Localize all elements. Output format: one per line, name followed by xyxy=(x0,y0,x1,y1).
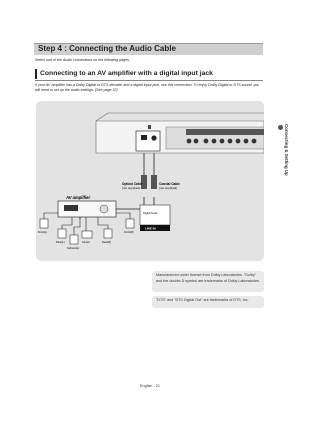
side-tab-bullet xyxy=(278,125,283,130)
digital-output-panel xyxy=(136,131,160,151)
section-marker xyxy=(35,69,37,79)
section-title: Connecting to an AV amplifier with a digital input jack xyxy=(40,70,213,77)
speaker-center-icon xyxy=(82,231,92,238)
dolby-trademark-note: Manufactured under license from Dolby Laboratories. "Dolby" and the double-D symbol are trademarks of Dolby Laboratories. xyxy=(152,271,264,292)
section-intro: If your AV amplifier has a Dolby Digital or DTS decoder and a digital input jack, use this connection. To enjoy Dolby Digital or DTS sound, you will need to set up the audio settings. (See page 32) xyxy=(35,83,260,93)
speaker-rear-left-label: Rear(L) xyxy=(56,241,65,244)
speaker-front-left-label: Front(L) xyxy=(38,231,48,234)
speaker-rear-right-icon xyxy=(104,229,112,238)
diagram-svg xyxy=(36,101,264,261)
speaker-subwoofer-label: Subwoofer xyxy=(67,247,80,250)
speaker-subwoofer-icon xyxy=(70,235,78,244)
side-tab-label: Connecting & Setting Up xyxy=(284,124,289,176)
coaxial-plug-icon xyxy=(151,175,157,189)
step-title: Step 4 : Connecting the Audio Cable xyxy=(38,44,176,53)
connection-diagram xyxy=(36,101,264,261)
speaker-center-label: Center xyxy=(82,241,90,244)
page-number: English - 21 xyxy=(139,384,161,388)
dts-trademark-note: "DTS" and "DTS Digital Out" are trademarks of DTS, Inc. xyxy=(152,296,264,308)
speaker-front-right-icon xyxy=(126,219,134,228)
step-subtitle: Select one of the Audio connections on the following pages. xyxy=(35,58,130,62)
power-inlet-icon xyxy=(148,125,151,129)
amp-input-panel xyxy=(140,205,170,225)
speaker-rear-left-icon xyxy=(58,229,66,238)
digital-audio-label: Digital Audio xyxy=(143,212,158,215)
optical-cable-note: (not supplied) xyxy=(122,186,141,190)
speaker-rear-right-label: Rear(R) xyxy=(102,241,112,244)
section-divider xyxy=(35,80,263,81)
dvd-player xyxy=(96,113,264,153)
coaxial-cable-label: Coaxial Cable xyxy=(159,182,180,186)
speaker-front-left-icon xyxy=(40,219,48,228)
av-amplifier-label: AV amplifier xyxy=(66,195,91,200)
optical-cable-label: Optical Cable xyxy=(122,182,143,186)
speaker-front-right-label: Front(R) xyxy=(124,231,134,234)
line-in-label: LINE IN xyxy=(145,226,156,231)
coaxial-cable-note: (not supplied) xyxy=(159,186,178,190)
rear-jacks xyxy=(187,139,257,144)
